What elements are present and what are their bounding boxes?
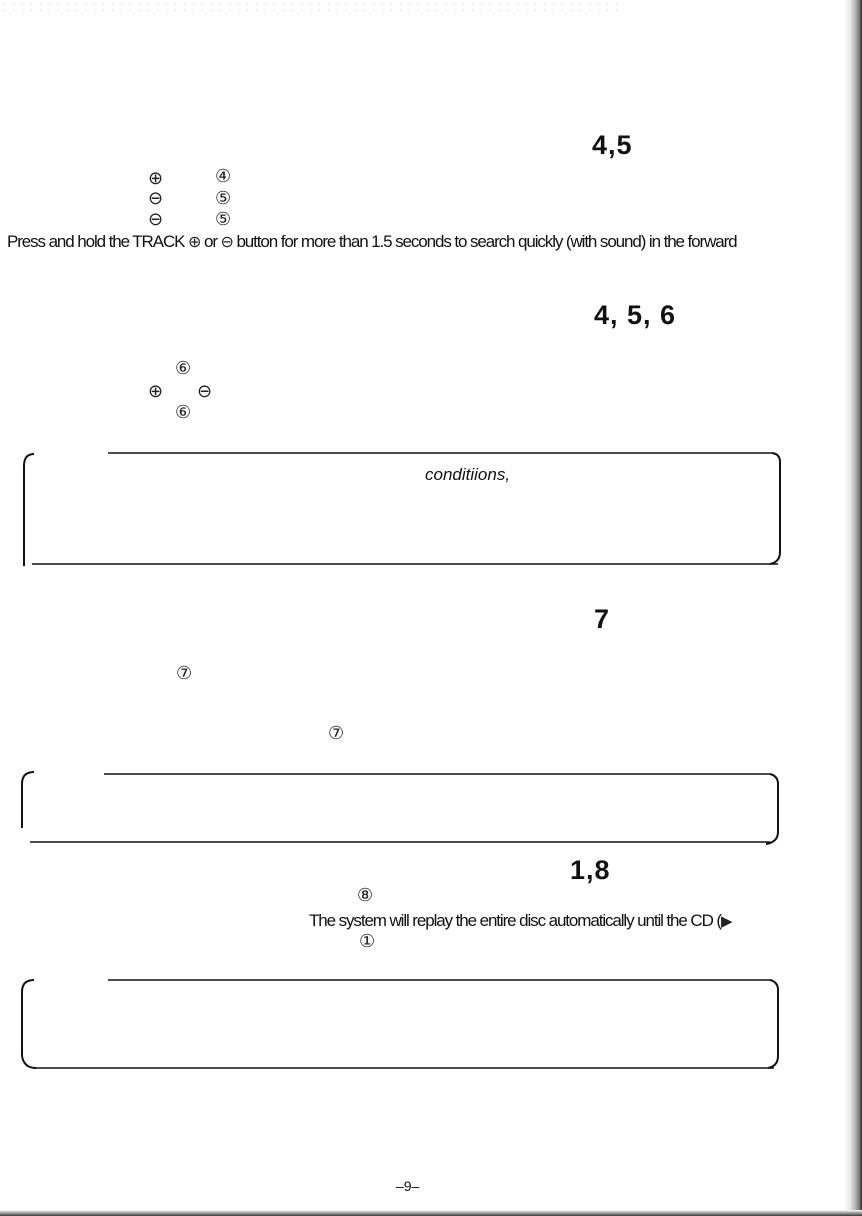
search-text-or: or (200, 232, 221, 251)
reference-numbers: 4,5 (592, 130, 633, 160)
circled-8-icon: ⑧ (357, 885, 374, 906)
circled-7-icon: ⑦ (176, 663, 193, 684)
reference-numbers: 7 (594, 604, 611, 634)
note-word: conditiions, (425, 465, 511, 484)
search-text-end: button for more than 1.5 seconds to search quickly (with sound) in the forward (232, 232, 737, 251)
page-number: –9– (396, 1178, 420, 1194)
circled-6-icon: ⑥ (175, 358, 192, 379)
minus-button-icon: ⊖ (197, 381, 213, 402)
circled-6-icon: ⑥ (175, 402, 192, 423)
minus-button-icon: ⊖ (220, 232, 233, 251)
reference-numbers: 4, 5, 6 (594, 300, 677, 330)
circled-5-icon: ⑤ (215, 188, 232, 209)
plus-button-icon: ⊕ (148, 381, 164, 402)
circled-7-icon: ⑦ (328, 723, 345, 744)
reference-numbers: 1,8 (570, 855, 611, 885)
scan-bottom-edge (0, 1210, 862, 1216)
note-box-frame (0, 760, 862, 860)
circled-4-icon: ④ (215, 166, 232, 187)
replay-text: The system will replay the entire disc automatically until the CD ( (309, 911, 721, 930)
minus-button-icon: ⊖ (148, 209, 164, 230)
search-instruction (7, 232, 737, 252)
replay-instruction (309, 911, 731, 931)
play-icon: ▶ (720, 912, 732, 930)
scan-specks (0, 0, 620, 16)
minus-button-icon: ⊖ (148, 188, 164, 209)
note-box-frame (0, 440, 862, 580)
scan-shadow-edge (844, 0, 862, 1216)
circled-1-icon: ① (359, 931, 376, 952)
plus-button-icon: ⊕ (188, 232, 201, 251)
note-box-frame (0, 968, 862, 1088)
plus-button-icon: ⊕ (148, 168, 164, 189)
search-text-start: Press and hold the TRACK (7, 232, 189, 251)
circled-5-icon: ⑤ (215, 209, 232, 230)
